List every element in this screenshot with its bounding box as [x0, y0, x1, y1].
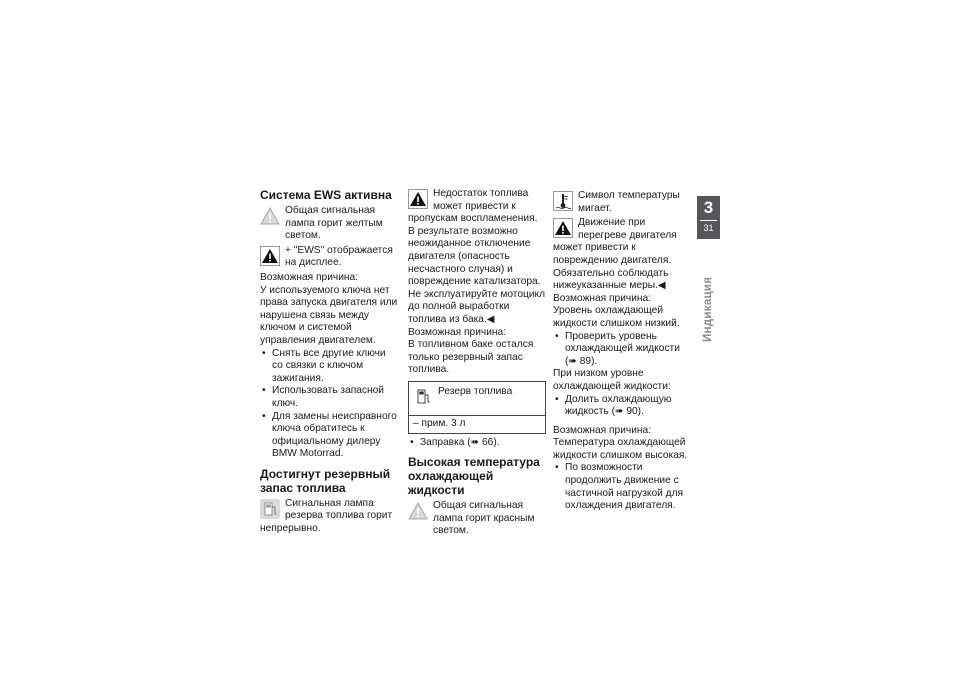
fuel-reserve-box [408, 381, 546, 434]
chapter-divider [700, 220, 717, 221]
ews-action-list [260, 348, 398, 461]
temp-symbol-row [553, 190, 691, 215]
fuel-lamp-row [260, 498, 398, 536]
cause-text: Температура охлаждающей жидкости слишком высокая. [553, 437, 688, 461]
danger-warning-triangle-icon [553, 218, 573, 240]
danger-warning-triangle-icon [408, 189, 428, 211]
temp-symbol-text: Символ температуры мигает. [578, 190, 680, 214]
fuel-warning-text: Недостаток топлива может привести к пропускам воспламенения. В результате возможно неожиданное отключение двигателя (опасность несчастного случая) и повреждение катализатора. [408, 188, 541, 288]
refuel-list [408, 437, 546, 450]
danger-warning-triangle-icon [260, 246, 280, 266]
cause-label: Возможная причина: [553, 424, 652, 436]
column-3 [553, 188, 691, 513]
overheat-warning-block [553, 217, 691, 293]
fuel-lamp-text: Сигнальная лампа резерва топлива горит непрерывно. [260, 497, 393, 535]
general-warning-triangle-icon [260, 206, 280, 226]
heading-coolant-temp: Высокая температура охлаждающей жидкости [408, 455, 540, 498]
overheat-warning-text: Движение при перегреве двигателя может привести к повреждению двигателя. Обязательно соблюдать нижеуказанные меры.◀ [553, 217, 677, 292]
ews-general-lamp-text: Общая сигнальная лампа горит желтым светом. [285, 205, 383, 242]
fuel-warning-note: Не эксплуатируйте мотоцикл до полной выработки топлива из бака.◀ [408, 288, 546, 325]
cause-label: Возможная причина: [553, 292, 652, 304]
general-warning-triangle-icon [408, 501, 428, 521]
heading-ews-active: Система EWS активна [260, 188, 392, 202]
list-item: • Проверить уровень охлаждающей жидкости (➠ 89). [553, 331, 691, 369]
list-item: • По возможности продолжить движение с частичной нагрузкой для охлаждения двигателя. [553, 462, 691, 512]
list-item: • Использовать запасной ключ. [260, 385, 398, 410]
ews-general-lamp-row [260, 205, 398, 243]
top-up-list [553, 394, 691, 419]
low-level-text: При низком уровне охлаждающей жидкости: [553, 368, 671, 392]
fuel-reserve-label: Резерв топлива [438, 385, 513, 397]
section-label: Индикация [702, 276, 714, 342]
list-item: • Снять все другие ключи со связки с ключом зажигания. [260, 348, 398, 386]
cause-text: В топливном баке остался только резервный запас топлива. [408, 339, 534, 376]
cause-label: Возможная причина: [260, 271, 359, 283]
check-level-list [553, 331, 691, 369]
ews-display-text: + "EWS" отображается на дисплее. [285, 244, 393, 269]
list-item: • Долить охлаждающую жидкость (➠ 90). [553, 394, 691, 419]
column-2 [408, 188, 546, 540]
coolant-temperature-icon [553, 191, 573, 211]
temp-general-lamp-text: Общая сигнальная лампа горит красным светом. [433, 500, 535, 537]
ews-display-row [260, 245, 398, 270]
cause-text: Уровень охлаждающей жидкости слишком низкий. [553, 305, 680, 329]
continue-list [553, 462, 691, 512]
fuel-reserve-value: – прим. 3 л [413, 417, 466, 429]
column-1 [260, 188, 398, 536]
chapter-tab [697, 196, 720, 239]
fuel-pump-icon [413, 387, 433, 407]
temp-general-lamp-row [408, 500, 546, 538]
cause-label: Возможная причина: [408, 326, 507, 338]
list-item: • Заправка (➠ 66). [408, 437, 546, 450]
cause-text: У используемого ключа нет права запуска двигателя или нарушена связь между ключом и системой управления двигателем. [260, 284, 398, 346]
fuel-warning-block [408, 188, 546, 289]
list-item: • Для замены неисправного ключа обратитесь к официальному дилеру BMW Motorrad. [260, 411, 398, 461]
page-number: 31 [703, 223, 714, 233]
heading-fuel-reserve: Достигнут резервный запас топлива [260, 466, 391, 495]
fuel-pump-icon [260, 499, 280, 521]
chapter-number: 3 [703, 198, 714, 217]
